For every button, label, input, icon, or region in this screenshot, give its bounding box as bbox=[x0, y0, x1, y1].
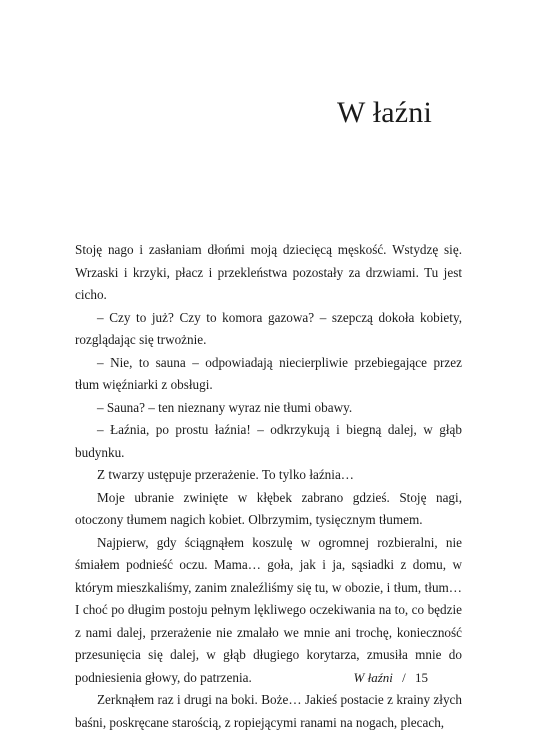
running-title: W łaźni bbox=[353, 670, 393, 685]
paragraph: Moje ubranie zwinięte w kłębek zabrano gdzieś. Stoję nagi, otoczony tłumem nagich kobiet. Olbrzymim, tysięcznym tłumem. bbox=[75, 489, 462, 527]
page-number: 15 bbox=[415, 670, 428, 685]
paragraph: Zerknąłem raz i drugi na boki. Boże… Jakieś postacie z krainy złych baśni, poskręcane starością, z ropiejącymi ranami na nogach, plecach, bbox=[75, 692, 462, 730]
paragraph: Najpierw, gdy ściągnąłem koszulę w ogromnej rozbieralni, nie śmiałem podnieść oczu. Mama… goła, jak i ja, sąsiadki z domu, w którym mieszkaliśmy, zanim znaleźliśmy się tu, w obozie, i tłum, tłum… I choć po długim postoju pełnym lękliwego oczekiwania na to, co będzie z nami dalej, przerażenie nie zmalało we mnie ani trochę, konieczność przesunięcia się dalej, w głąb długiego korytarza, zmusiła mnie do podniesienia głowy, do patrzenia. bbox=[75, 534, 462, 685]
page-footer bbox=[354, 670, 429, 686]
paragraph: – Łaźnia, po prostu łaźnia! – odkrzykują i biegną dalej, w głąb budynku. bbox=[75, 422, 462, 460]
paragraph: Stoję nago i zasłaniam dłońmi moją dziecięcą męskość. Wstydzę się. Wrzaski i krzyki, płacz i przekleństwa pozostały za drzwiami. Tu jest cicho. bbox=[75, 242, 462, 302]
footer-separator: / bbox=[402, 670, 406, 685]
paragraph: Z twarzy ustępuje przerażenie. To tylko łaźnia… bbox=[97, 467, 354, 482]
paragraph: – Sauna? – ten nieznany wyraz nie tłumi obawy. bbox=[97, 399, 353, 415]
paragraph: – Czy to już? Czy to komora gazowa? – szepczą dokoła kobiety, rozglądając się trwożnie. bbox=[75, 309, 462, 347]
paragraph: – Nie, to sauna – odpowiadają niecierpliwie przebiegające przez tłum więźniarki z obsługi. bbox=[75, 354, 462, 392]
chapter-title: W łaźni bbox=[337, 96, 432, 129]
chapter-body bbox=[75, 239, 462, 734]
